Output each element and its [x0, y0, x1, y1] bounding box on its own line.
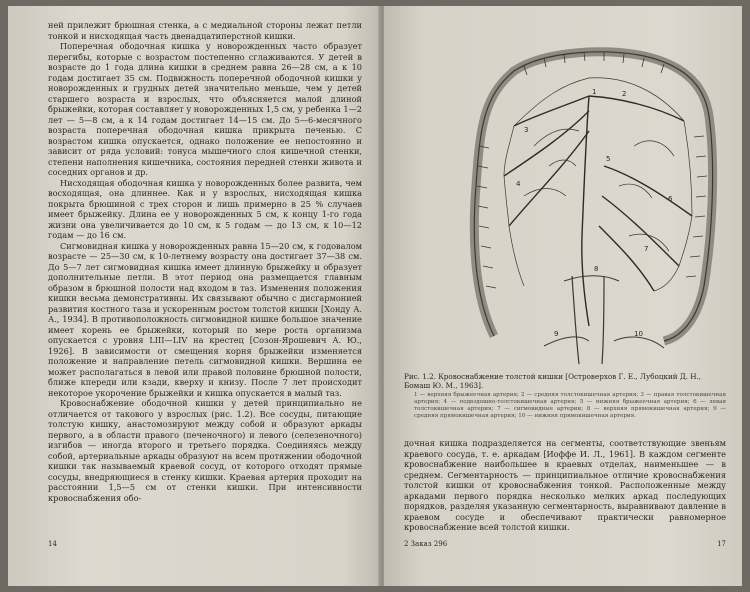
figure-caption: Рис. 1.2. Кровоснабжение толстой кишки [Островерхов Г. Е., Лубоцкий Д. Н., Бомаш Ю. М., 1963]. — [404, 372, 702, 390]
paragraph: Кровоснабжение ободочной кишки у детей принципиально не отличается от такового у взрослых (рис. 1.2). Все сосуды, питающие толстую кишку, анастомозируют между собой и образуют аркады первого, а в области правого (печеночного) и левого (селезеночного) изгибов — иногда второго и третьего порядка. Соединяясь между собой, артериальные аркады образуют на всем протяжении ободочной кишки так называемый краевой сосуд, от которого отходят прямые сосуды, внедряющиеся в стенку кишки. Краевая артерия проходит на расстоянии 1,5—5 см от стенки кишки. При интенсивности кровоснабжения обо- — [48, 398, 362, 503]
figure-label: 6 — [668, 195, 673, 203]
printing-signature: 2 Заказ 296 — [404, 540, 448, 548]
paragraph: Нисходящая ободочная кишка у новорожденных более развита, чем восходящая, она длиннее. Как и у взрослых, нисходящая кишка покрыта брюшиной с трех сторон и лишь примерно в 25 % случаев имеет брыжейку. Длина ее у новорожденных 5 см, к концу 1-го года жизни она увеличивается до 10 см, к 5 годам — до 13 см, к 10—12 годам — до 16 см. — [48, 177, 362, 240]
figure-label: 3 — [524, 126, 529, 134]
right-page-text — [404, 438, 726, 533]
figure-label: 9 — [554, 330, 559, 338]
figure-label: 1 — [592, 88, 597, 96]
paragraph: Сигмовидная кишка у новорожденных равна 15—20 см, к годовалом возрасте — 25—30 см, к 10-летнему возрасту она достигает 37—38 см. До 5—7 лет сигмовидная кишка имеет длинную брыжейку и образует дополнительные петли. В этот период она размещается главным образом в брюшной полости над входом в таз. Изменения положения кишки весьма демонстративны. Их связывают обычно с дисгармонией развития костного таза и ускоренным ростом толстой кишки [Хонду А. А., 1934]. В противоположность сигмовидной кишке большое значение имеет корень ее брыжейки, который по мере роста организма опускается с уровня LIII—LIV на крестец [Созон-Ярошевич А. Ю., 1926]. В зависимости от смещения корня брыжейки изменяется положение и направление петель сигмовидной кишки. Вершина ее может располагаться в левой или правой половине брюшной полости, ближе кпереди или кзади, кверху и книзу. После 7 лет происходит некоторое укорочение брыжейки и кишка опускается в малый таз. — [48, 240, 362, 398]
colon-blood-supply-illustration — [454, 36, 724, 366]
right-page — [384, 6, 742, 586]
figure-label: 8 — [594, 265, 599, 273]
figure-label: 5 — [606, 155, 611, 163]
left-page-text — [48, 20, 362, 503]
paragraph: ней прилежит брюшная стенка, а с медиальной стороны лежат петли тонкой и нисходящая часть двенадцатиперстной кишки. — [48, 20, 362, 41]
figure-legend: 1 — верхняя брыжеечная артерия; 2 — средняя толстокишечная артерия; 3 — правая толстокишечная артерия; 4 — подвздошно-толстокишечная артерия; 5 — нижняя брыжеечная артерия; 6 — левая толстокишечная артерия; 7 — сигмовидные артерии; 8 — верхняя прямокишечная артерия; 9 — средняя прямокишечная артерия; 10 — нижняя прямокишечная артерия. — [414, 392, 726, 419]
figure-label: 2 — [622, 90, 627, 98]
paragraph: дочная кишка подразделяется на сегменты, соответствующие звеньям краевого сосуда, т. е. аркадам [Иоффе И. Л., 1961]. В каждом сегменте кровоснабжение наибольшее в краевых отделах, наименьшее — в среднем. Сегментарность — принципиальное отличие кровоснабжения толстой кишки от кровоснабжения тонкой. Расположенные между аркадами первого порядка несколько мелких аркад последующих порядков, разделяя указанную сегментарность, выравнивают давление в краевом сосуде и обеспечивают практически равномерное кровоснабжение всей толстой кишки. — [404, 438, 726, 532]
figure-label: 4 — [516, 180, 521, 188]
left-page — [8, 6, 380, 586]
paragraph: Поперечная ободочная кишка у новорожденных часто образует перегибы, которые с возрастом постепенно сглаживаются. У детей в возрасте до 1 года длина кишки в среднем равна 26—28 см, а к 10 годам достигает 35 см. Подвижность поперечной ободочной кишки у новорожденных и грудных детей значительно меньше, чем у детей старшего возраста и взрослых, что объясняется малой длиной брыжейки, которая составляет у новорожденных 1,5 см, у ребенка 1—2 лет — 5—8 см, а к 14 годам достигает 14—15 см. До 5—6-месячного возраста поперечная ободочная кишка прикрыта печенью. С возрастом кишка опускается, однако положение ее непостоянно и зависит от ряда условий: тонуса мышечного слоя кишечной стенки, степени наполнения кишечника, состояния передней стенки живота и соседних органов и др. — [48, 41, 362, 177]
figure-label: 10 — [634, 330, 643, 338]
figure-label: 7 — [644, 245, 649, 253]
page-number: 17 — [717, 540, 726, 548]
page-number: 14 — [48, 540, 57, 548]
